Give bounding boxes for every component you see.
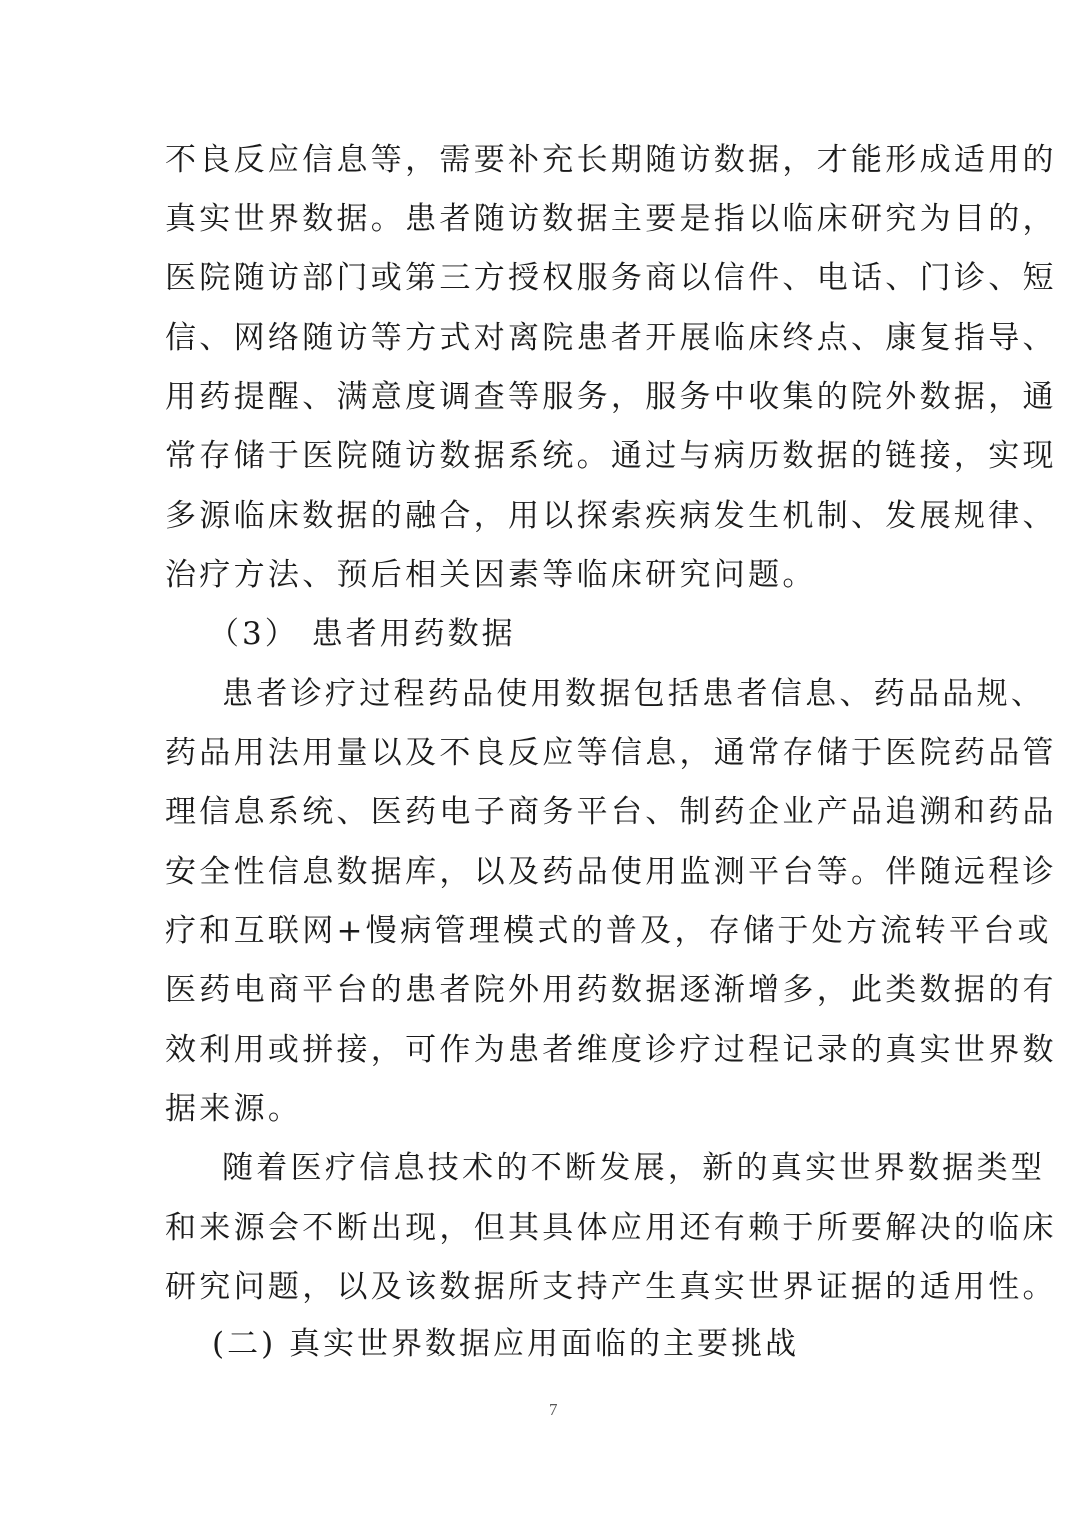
text-line: 信、网络随访等方式对离院患者开展临床终点、康复指导、 — [165, 320, 1057, 356]
text-line: 研究问题，以及该数据所支持产生真实世界证据的适用性。 — [165, 1269, 1057, 1305]
text-line: 理信息系统、医药电子商务平台、制药企业产品追溯和药品 — [165, 794, 1057, 830]
text-line: 安全性信息数据库，以及药品使用监测平台等。伴随远程诊 — [165, 854, 1057, 890]
text-line: 医药电商平台的患者院外用药数据逐渐增多，此类数据的有 — [165, 972, 1057, 1008]
text-line: 用药提醒、满意度调查等服务，服务中收集的院外数据，通 — [165, 379, 1057, 415]
page-number: 7 — [549, 1400, 558, 1419]
text-line: 多源临床数据的融合，用以探索疾病发生机制、发展规律、 — [165, 498, 1057, 534]
text-line: 治疗方法、预后相关因素等临床研究问题。 — [165, 557, 817, 593]
text-line: 疗和互联网+慢病管理模式的普及，存储于处方流转平台或 — [165, 913, 1052, 949]
text-line: 效利用或拼接，可作为患者维度诊疗过程记录的真实世界数 — [165, 1032, 1057, 1068]
section-heading: (二) 真实世界数据应用面临的主要挑战 — [212, 1326, 800, 1362]
text-line: 不良反应信息等，需要补充长期随访数据，才能形成适用的 — [165, 142, 1057, 178]
text-line: 常存储于医院随访数据系统。通过与病历数据的链接，实现 — [165, 438, 1057, 474]
text-line: 真实世界数据。患者随访数据主要是指以临床研究为目的， — [165, 201, 1057, 237]
text-line: 和来源会不断出现，但其具体应用还有赖于所要解决的临床 — [165, 1210, 1057, 1246]
text-line: 患者诊疗过程药品使用数据包括患者信息、药品品规、 — [222, 676, 1046, 712]
text-line: 药品用法用量以及不良反应等信息，通常存储于医院药品管 — [165, 735, 1057, 771]
text-line: 据来源。 — [165, 1091, 303, 1127]
text-line: 随着医疗信息技术的不断发展，新的真实世界数据类型 — [222, 1150, 1046, 1186]
section-heading: （3） 患者用药数据 — [208, 616, 516, 652]
text-line: 医院随访部门或第三方授权服务商以信件、电话、门诊、短 — [165, 260, 1057, 296]
